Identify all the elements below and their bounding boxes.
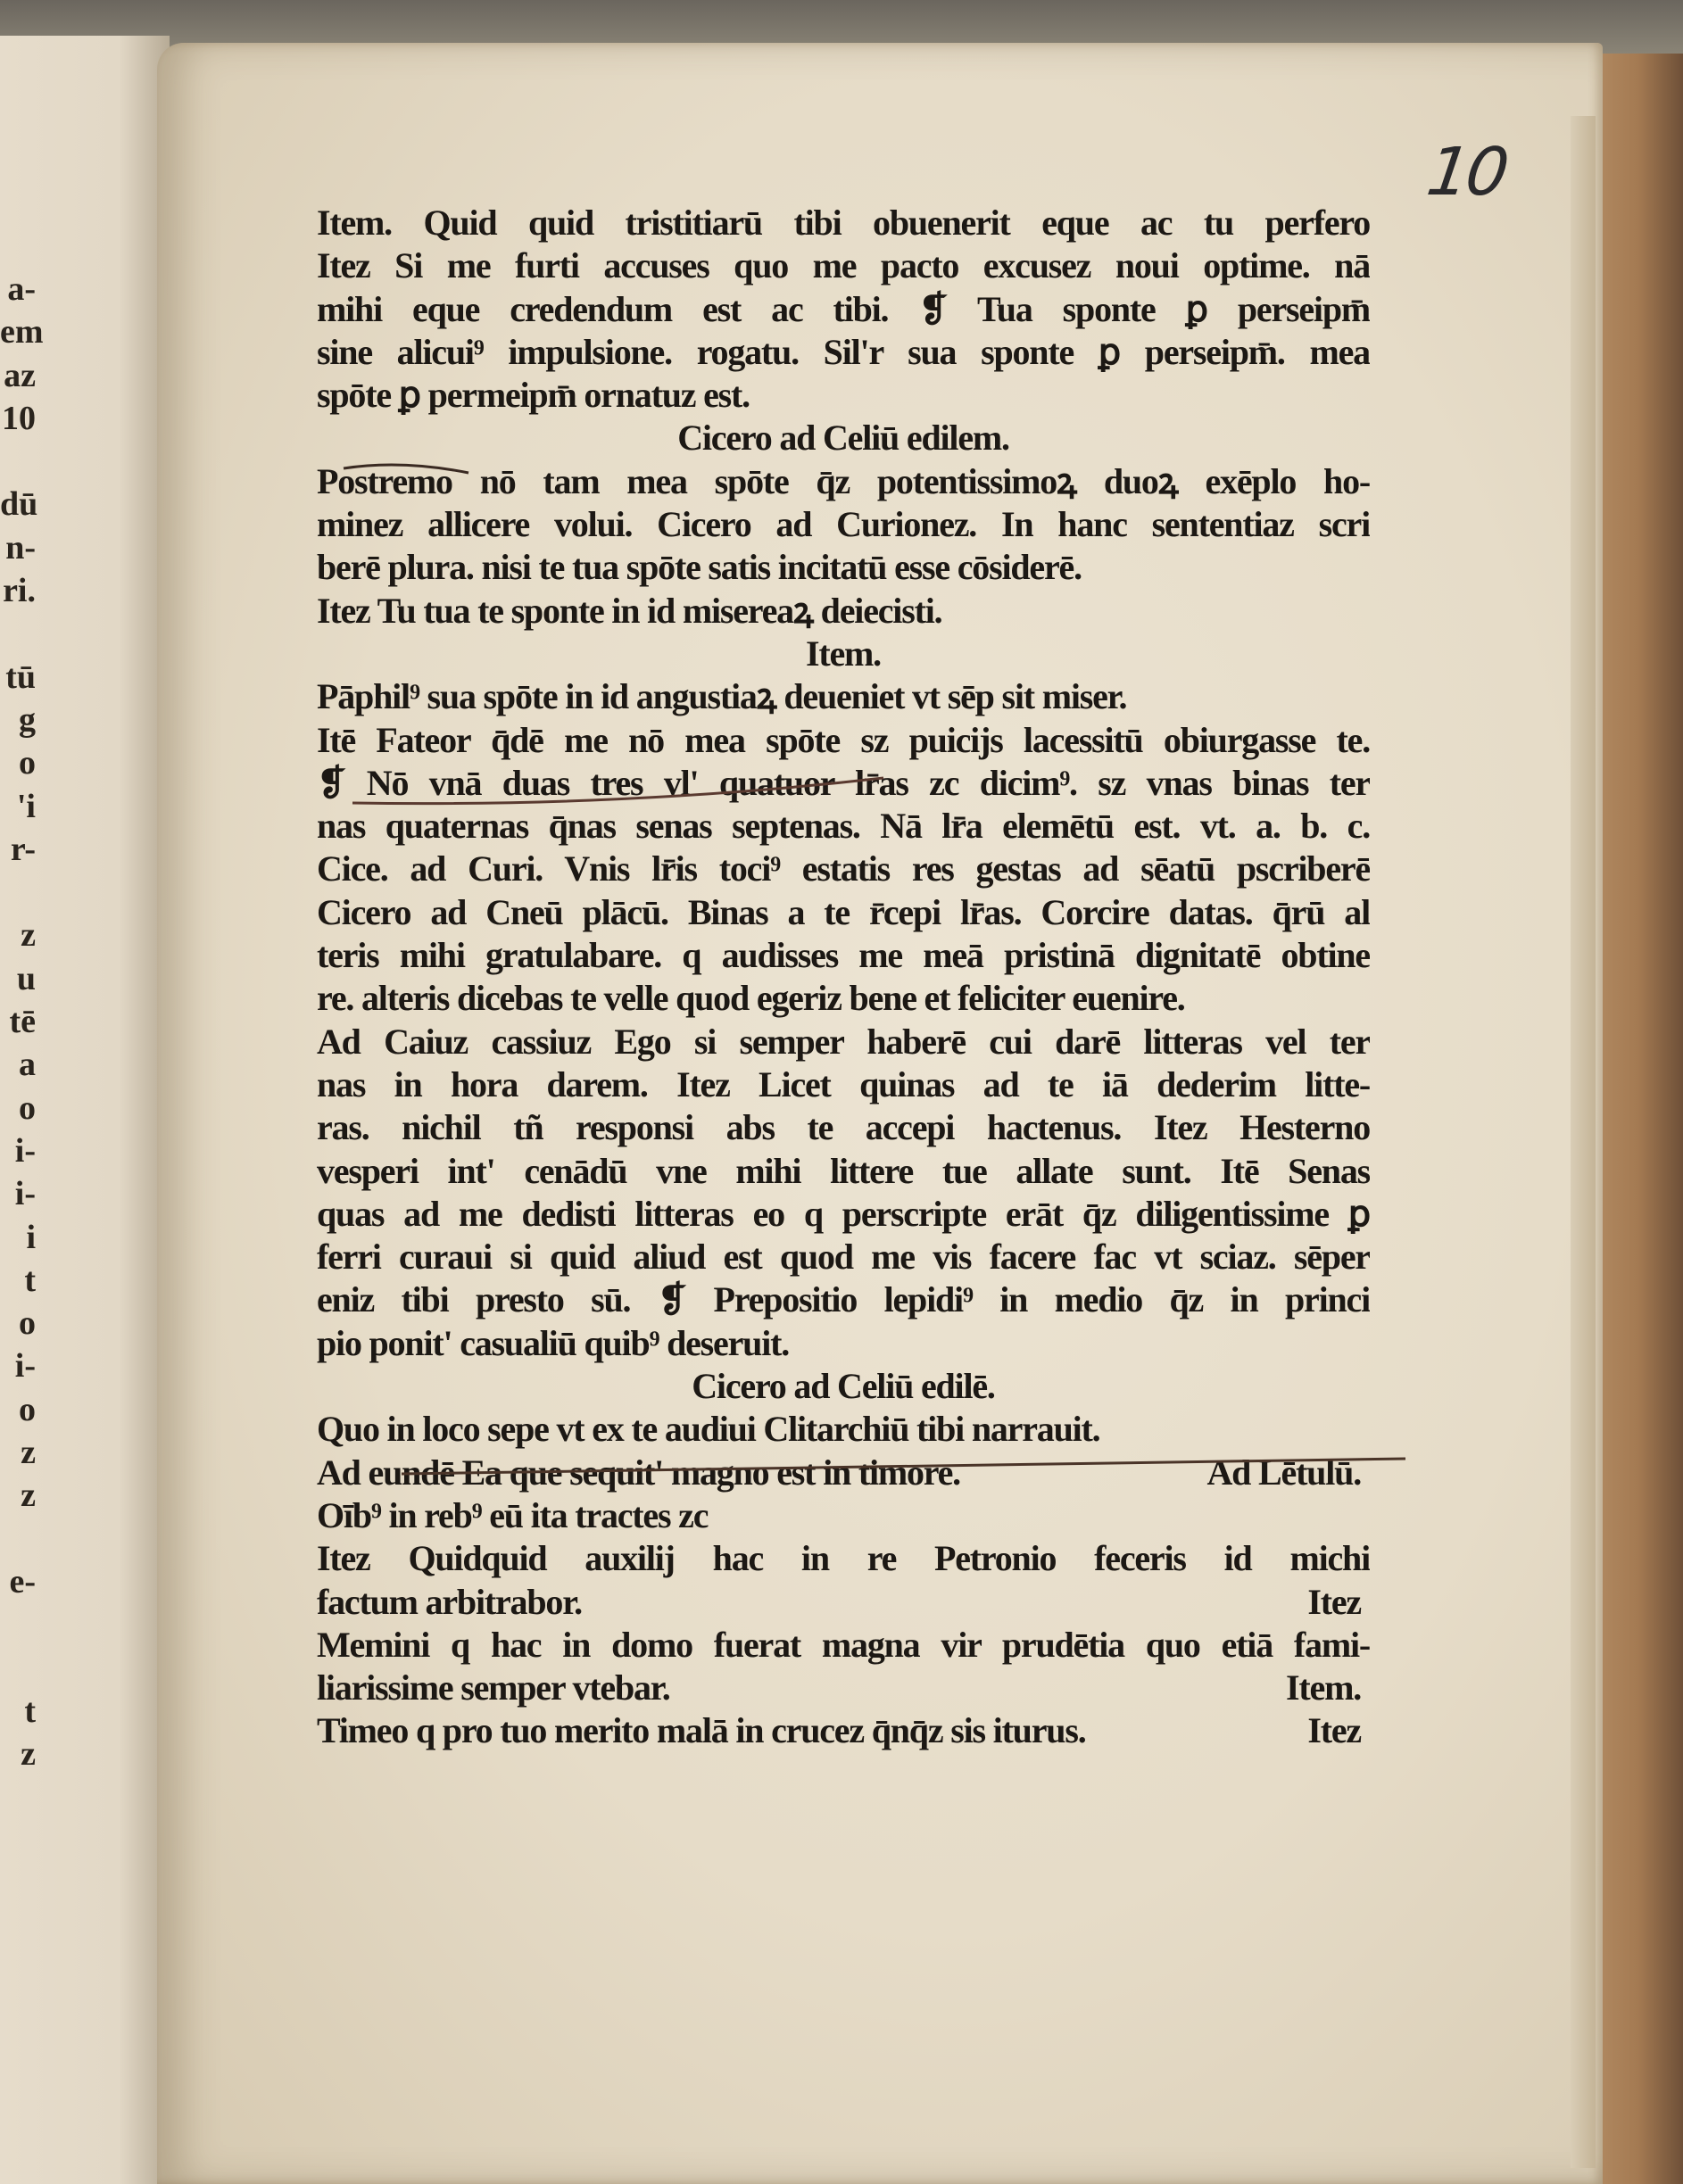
text-line-content: re. alteris dicebas te velle quod egeriz bene et feliciter euenire.: [317, 978, 1185, 1019]
left-page-fragment: [0, 440, 36, 483]
text-line-content: Cicero ad Celiū edilē.: [692, 1366, 995, 1407]
left-page-fragment: t: [24, 1692, 36, 1730]
text-line-content: ❡ Nō vnā duas tres vl' quatuor lr̄as zc dicim⁹. sz vnas binas ter: [317, 762, 1370, 803]
left-page-fragment: z: [21, 1735, 36, 1774]
printed-text-block: [317, 202, 1370, 1753]
text-line-content: spōte ꝑ permeipm̄ ornatuz est.: [317, 375, 750, 416]
text-line-content: ras. nichil tñ responsi abs te accepi hactenus. Itez Hesterno: [317, 1107, 1370, 1148]
text-line: [317, 1278, 1370, 1321]
left-page-text-fragments: [0, 268, 44, 1775]
text-line: [317, 1021, 1370, 1063]
text-line: [317, 762, 1370, 805]
left-page-fragment: [0, 612, 36, 655]
text-line: [317, 1494, 1370, 1537]
text-line-content: Oīb⁹ in reb⁹ eū ita tractes zc: [317, 1494, 709, 1535]
text-line: [317, 719, 1370, 762]
left-page-fragment: [0, 871, 36, 914]
text-line: [317, 977, 1370, 1020]
left-page-fragment: 'i: [16, 787, 36, 825]
left-page-fragment: n-: [5, 528, 36, 567]
left-page-fragment: az: [4, 356, 36, 394]
text-line: [317, 848, 1370, 890]
text-line-content: Itē Fateor q̄dē me nō mea spōte sz puicijs lacessitū obiurgasse te.: [317, 719, 1370, 760]
text-line-content: Ad Caiuz cassiuz Ego si semper haberē cui darē litteras vel ter: [317, 1021, 1370, 1062]
text-line: [317, 1322, 1370, 1365]
text-line-content: nas in hora darem. Itez Licet quinas ad te iā dederim litte-: [317, 1063, 1370, 1104]
text-line-content: liarissime semper vtebar.: [317, 1667, 670, 1708]
left-page-fragment: tē: [9, 1003, 36, 1041]
text-line: [317, 546, 1370, 589]
text-line-content: berē plura. nisi te tua spōte satis incitatū esse cōsiderē.: [317, 547, 1082, 588]
left-page-fragment: i: [26, 1218, 36, 1256]
marginal-rubric: Ad Lētulū.: [1206, 1452, 1361, 1493]
left-page-fragment: i-: [14, 1175, 36, 1213]
left-page-fragment: r-: [10, 830, 36, 868]
text-line: [317, 805, 1370, 848]
text-line-content: sine alicui⁹ impulsione. rogatu. Sil'r sua sponte ꝑ perseipm̄. mea: [317, 331, 1370, 372]
text-line-content: ferri curaui si quid aliud est quod me vis facere fac vt sciaz. sēper: [317, 1237, 1370, 1278]
left-page-fragment: [0, 1647, 36, 1690]
text-line-content: pio ponit' casualiū quib⁹ deseruit.: [317, 1322, 790, 1363]
text-line: [317, 934, 1370, 977]
text-line: [317, 1063, 1370, 1106]
marginal-rubric: Item.: [1286, 1667, 1361, 1708]
text-line: [317, 1236, 1370, 1278]
text-line: [317, 1667, 1370, 1709]
text-line: [317, 1193, 1370, 1236]
left-page-fragment: ri.: [3, 572, 36, 610]
folio-number: 10: [1422, 134, 1511, 211]
text-line-content: Ad eundē Ea que sequit' magno est in timore.: [317, 1452, 960, 1493]
left-page-fragment: t: [24, 1261, 36, 1299]
text-line-content: teris mihi gratulabare. q audisses me meā pristinā dignitatē obtine: [317, 935, 1370, 976]
text-line: [317, 1365, 1370, 1408]
text-line-content: quas ad me dedisti litteras eo q perscripte erāt q̄z diligentissime ꝑ: [317, 1193, 1370, 1234]
text-line-content: Cicero ad Celiū edilem.: [677, 418, 1009, 459]
left-page-fragment: o: [19, 744, 36, 782]
text-line-content: Cice. ad Curi. Vnis lr̄is toci⁹ estatis res gestas ad sēatū pscriberē: [317, 848, 1370, 889]
left-page-fragment: o: [19, 1390, 36, 1428]
left-page-fragment: i-: [14, 1347, 36, 1386]
text-line: [317, 675, 1370, 718]
left-page-fragment: tū: [5, 658, 36, 696]
text-line: [317, 891, 1370, 934]
left-page-fragment: o: [19, 1304, 36, 1343]
text-line: [317, 374, 1370, 417]
text-line: [317, 1581, 1370, 1624]
text-line: [317, 244, 1370, 287]
page-block-edge: [1571, 116, 1596, 2168]
text-line-content: Cicero ad Cneū plācū. Binas a te r̄cepi lr̄as. Corcire datas. q̄rū al: [317, 891, 1370, 932]
left-page-fragment: a-: [7, 270, 36, 308]
left-page-fragment: o: [19, 1088, 36, 1127]
left-page-fragment: 10: [2, 399, 36, 437]
marginal-rubric: Itez: [1307, 1710, 1361, 1751]
text-line: [317, 1709, 1370, 1752]
text-line: [317, 1452, 1370, 1494]
text-line-content: vesperi int' cenādū vne mihi littere tue allate sunt. Itē Senas: [317, 1150, 1370, 1191]
text-line: [317, 331, 1370, 374]
text-line-content: Quo in loco sepe vt ex te audiui Clitarchiū tibi narrauit.: [317, 1409, 1100, 1450]
text-line-content: Timeo q pro tuo merito malā in crucez q̄nq̄z sis iturus.: [317, 1710, 1086, 1751]
text-line-content: mihi eque credendum est ac tibi. ❡ Tua sponte ꝑ perseipm̄: [317, 288, 1370, 329]
text-line: [317, 460, 1370, 503]
text-line-content: Postremo nō tam mea spōte q̄z potentissimoꝝ duoꝝ exēplo ho-: [317, 460, 1370, 501]
left-page-fragment: [0, 1603, 36, 1646]
text-line: [317, 503, 1370, 546]
text-line: [317, 288, 1370, 331]
text-line-content: factum arbitrabor.: [317, 1581, 582, 1622]
left-page-fragment: z: [21, 916, 36, 955]
text-line: [317, 590, 1370, 633]
left-page-fragment: z: [21, 1434, 36, 1472]
left-page-fragment: [0, 1518, 36, 1560]
text-line: [317, 202, 1370, 244]
text-line-content: Pāphil⁹ sua spōte in id angustiaꝝ deueniet vt sēp sit miser.: [317, 676, 1127, 717]
marginal-rubric: Itez: [1307, 1581, 1361, 1622]
text-line-content: Itez Quidquid auxilij hac in re Petronio feceris id michi: [317, 1538, 1370, 1579]
left-page-fragment: i-: [14, 1131, 36, 1170]
text-line: [317, 1537, 1370, 1580]
text-line-content: Memini q hac in domo fuerat magna vir prudētia quo etiā fami-: [317, 1624, 1370, 1665]
text-line: [317, 1150, 1370, 1193]
text-line: [317, 1106, 1370, 1149]
text-line-content: Itez Tu tua te sponte in id misereaꝝ deiecisti.: [317, 590, 942, 631]
left-page-fragment: z: [21, 1477, 36, 1515]
text-line-content: nas quaternas q̄nas senas septenas. Nā lr̄a elemētū est. vt. a. b. c.: [317, 806, 1370, 847]
text-line: [317, 417, 1370, 459]
left-page-fragment: e-: [9, 1562, 36, 1601]
text-line: [317, 633, 1370, 675]
text-line-content: Item.: [806, 633, 881, 674]
text-line: [317, 1624, 1370, 1667]
left-page-fragment: em: [0, 313, 44, 352]
text-line: [317, 1408, 1370, 1451]
text-line-content: Item. Quid quid tristitiarū tibi obuenerit eque ac tu perfero: [317, 203, 1370, 243]
text-line-content: eniz tibi presto sū. ❡ Prepositio lepidi⁹ in medio q̄z in princi: [317, 1279, 1370, 1320]
left-page-fragment: g: [19, 700, 36, 739]
left-page-fragment: a: [19, 1046, 36, 1084]
text-line-content: Itez Si me furti accuses quo me pacto excusez noui optime. nā: [317, 245, 1370, 286]
left-page-fragment: dū: [0, 485, 38, 524]
left-page-fragment: u: [16, 959, 36, 997]
text-line-content: minez allicere volui. Cicero ad Curionez. In hanc sententiaz scri: [317, 504, 1370, 545]
